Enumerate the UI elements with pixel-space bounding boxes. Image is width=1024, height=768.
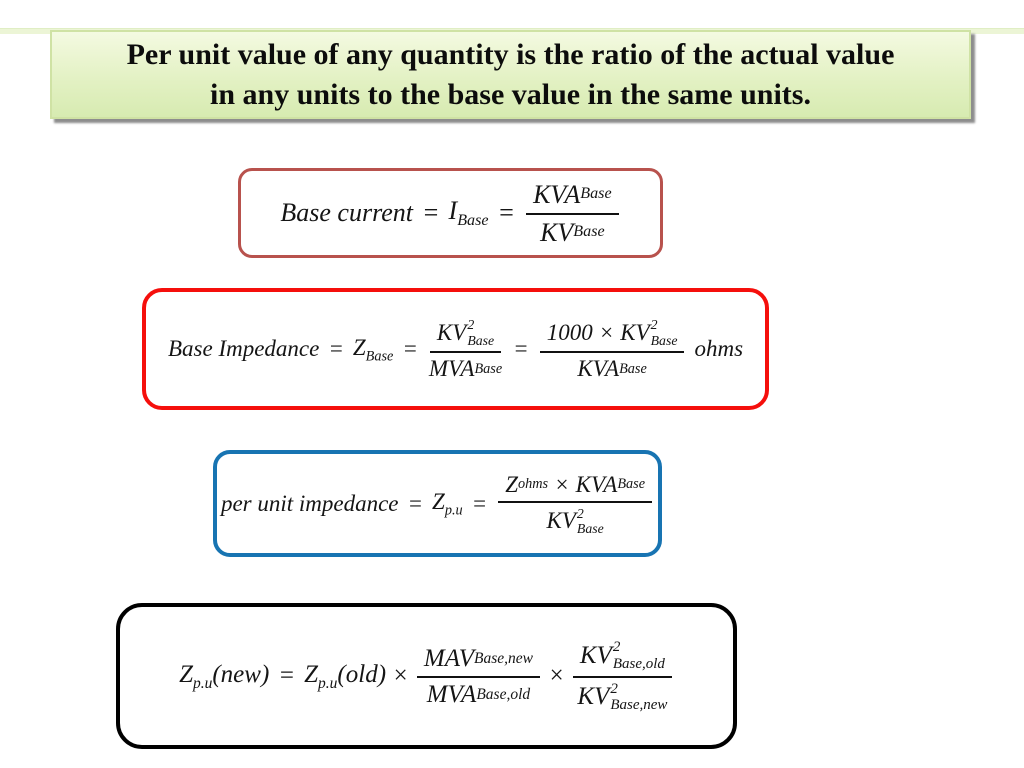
- fraction-denominator: MVA Base,old: [426, 680, 531, 708]
- fraction: [498, 471, 652, 537]
- fraction: [417, 644, 540, 709]
- formula-label: per unit impedance: [220, 490, 399, 516]
- equals-sign: =: [328, 336, 344, 361]
- formula-label: Base current: [280, 198, 413, 227]
- formula-box-per-unit-impedance: [213, 450, 662, 557]
- paren-term: (new): [212, 660, 270, 688]
- formula-box-base-current: [238, 168, 663, 258]
- title-box: [50, 30, 971, 119]
- formula-symbol: $Z_{p.u}(old)$: [304, 660, 387, 692]
- subscript: Base: [573, 223, 605, 241]
- equals-sign: =: [402, 336, 418, 361]
- equals-sign: =: [471, 490, 488, 516]
- multiply-sign: ×: [598, 319, 615, 345]
- sup-sub-stack: 2 Base,old: [612, 638, 665, 672]
- subscript: p.u: [192, 674, 213, 692]
- fraction-numerator: KVA Base: [526, 179, 619, 215]
- equals-sign: =: [497, 198, 516, 227]
- equals-sign: =: [278, 662, 296, 689]
- fraction-denominator: KV 2 Base: [546, 505, 604, 536]
- unit-label: ohms: [694, 336, 744, 361]
- formula-symbol: $Z_{p.u}(new)$: [179, 660, 270, 692]
- multiply-sign: ×: [392, 662, 409, 689]
- formula-symbol: $Z_{p.u}$: [432, 489, 463, 519]
- paren-term: (old): [337, 660, 387, 688]
- fraction-denominator: KVA Base: [577, 355, 647, 381]
- subscript: Base: [365, 348, 394, 365]
- subscript: p.u: [444, 502, 463, 519]
- title-line-2: in any units to the base value in the same units.: [210, 77, 811, 111]
- formula-symbol: $I_{Base}$: [448, 196, 489, 230]
- subscript: Base,old: [476, 685, 531, 703]
- subscript: Base: [457, 212, 489, 230]
- subscript: ohms: [517, 476, 549, 493]
- formula-box-base-impedance: [142, 288, 769, 410]
- equals-sign: =: [407, 490, 424, 516]
- equals-sign: =: [513, 336, 529, 361]
- subscript: Base,new: [474, 649, 534, 667]
- subscript: Base: [617, 476, 646, 493]
- fraction-numerator: KV 2 Base,old: [573, 638, 672, 678]
- fraction-denominator: MVA Base: [428, 355, 503, 381]
- subscript: Base: [580, 185, 612, 203]
- fraction-numerator: KV 2 Base: [430, 316, 501, 353]
- sup-sub-stack: 2 Base: [650, 317, 678, 348]
- multiply-sign: ×: [548, 662, 565, 689]
- fraction: [540, 316, 685, 382]
- subscript: Base: [619, 360, 647, 377]
- sup-sub-stack: 2 Base: [576, 505, 604, 536]
- sup-sub-stack: 2 Base: [467, 317, 495, 348]
- equals-sign: =: [422, 198, 440, 227]
- formula-label: Base Impedance: [167, 336, 320, 361]
- subscript: Base: [474, 360, 503, 377]
- sup-sub-stack: 2 Base,new: [610, 680, 668, 714]
- fraction-numerator: Z ohms × KVA Base: [498, 471, 652, 503]
- formula-symbol: $Z_{Base}$: [352, 334, 394, 365]
- fraction: [526, 179, 619, 248]
- fraction-denominator: KV 2 Base,new: [577, 680, 668, 714]
- fraction-numerator: 1000 × KV 2 Base: [540, 316, 685, 353]
- fraction-denominator: KV Base: [540, 217, 605, 247]
- fraction: [429, 316, 502, 382]
- fraction-numerator: MAV Base,new: [417, 644, 540, 678]
- title-line-1: Per unit value of any quantity is the ratio of the actual value: [126, 37, 895, 71]
- fraction: [573, 638, 672, 714]
- multiply-sign: ×: [554, 471, 570, 497]
- formula-box-conversion: [116, 603, 737, 749]
- subscript: p.u: [318, 674, 338, 692]
